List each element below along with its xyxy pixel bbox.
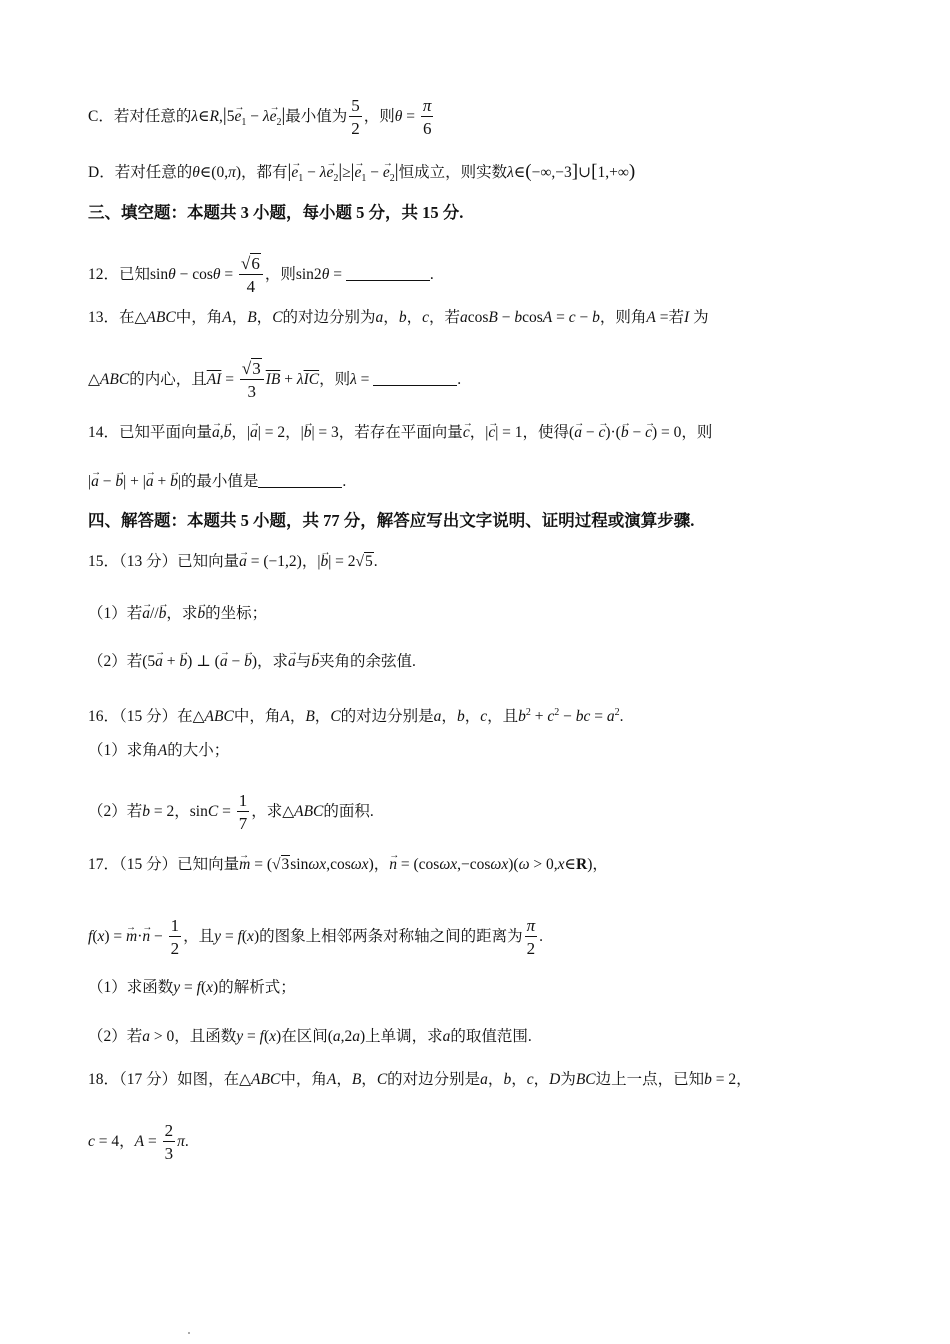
- q15-stem: 15．（13 分）已知向量→ a = (−1,2)，|→ b| = 2√5.: [88, 553, 378, 570]
- question-12: [88, 255, 434, 295]
- section3-heading: 三、填空题：本题共 3 小题，每小题 5 分，共 15 分.: [88, 203, 464, 222]
- question-18-stem2: [88, 1122, 189, 1162]
- question-15-stem: [88, 552, 378, 572]
- question-18-stem1: [88, 1070, 752, 1090]
- option-d: [88, 162, 635, 189]
- q17-part1: （1）求函数y = f(x)的解析式；: [88, 979, 296, 996]
- q16-stem: 16．（15 分）在△ABC中，角A，B，C的对边分别是a，b，c，且$b^2 + c^2$ − bc = $a^2$.: [88, 707, 624, 726]
- question-13-line1: [88, 308, 709, 328]
- q15-part1: （1）若→ a//→ b，求→ b的坐标；: [88, 605, 267, 622]
- q16-part2: （2）若b = 2，sinC = $\frac{1}{7}$ ，求△ABC的面积.: [88, 791, 374, 833]
- q17-part2: （2）若a > 0，且函数y = f(x)在区间(a,2a)上单调，求a的取值范围.: [88, 1028, 532, 1045]
- q13-line2: △ABC的内心，且$\overline{AI}$ = $\frac{√3}{3}$ $\overline{IB} + \lambda\overline{IC}$，则λ = .: [88, 359, 462, 401]
- q13-line1: 13．在△ABC中，角A，B，C的对边分别为a，b，c，若acosB − bcosA = c − b，则角A =若I 为: [88, 309, 709, 326]
- question-15-part1: [88, 604, 267, 624]
- q12-text: 12．已知sinθ − cosθ = $\frac{√6}{4}$ ，则sin2θ = .: [88, 254, 434, 296]
- q15-part2: （2）若(5→ a + → b) ⊥ (→ a − → b)，求→ a与→ b夹角的余弦值.: [88, 653, 416, 670]
- question-16-part1: [88, 741, 229, 761]
- q18-stem2: c = 4，A = $\frac{2}{3}$ π.: [88, 1121, 189, 1163]
- question-17-part2: [88, 1027, 532, 1047]
- question-15-part2: [88, 652, 416, 672]
- q17-stem1: 17．（15 分）已知向量→ m = (√3sinωx,cosωx)，→ n = (cosωx,−cosωx)(ω > 0,x∈R)，: [88, 856, 608, 873]
- question-14-line2: [88, 472, 346, 492]
- question-17-part1: [88, 978, 296, 998]
- q14-line1: 14．已知平面向量→ a,→ b，|→ a| = 2，|→ b| = 3，若存在平面向量→ c，|→ c| = 1，使得(→ a − → c)·(→ b − → c) = 0，则: [88, 424, 712, 441]
- question-14-line1: [88, 423, 712, 443]
- question-13-line2: [88, 360, 461, 400]
- question-16-part2: [88, 792, 374, 832]
- section4-heading: 四、解答题：本题共 5 小题，共 77 分，解答应写出文字说明、证明过程或演算步骤.: [88, 511, 695, 530]
- question-16-stem: [88, 703, 624, 727]
- q16-part1: （1）求角A的大小；: [88, 742, 230, 759]
- q14-line2: |→ a − → b| + |→ a + → b|的最小值是 .: [88, 473, 346, 490]
- question-17-stem2: [88, 917, 543, 957]
- q17-stem2: f(x) = → m·→ n − $\frac{1}{2}$ ，且y = f(x)的图象上相邻两条对称轴之间的距离为 $\frac{\pi}{2}$ .: [88, 928, 543, 945]
- page-speck: [188, 1332, 190, 1334]
- option-c: [88, 97, 435, 137]
- question-17-stem1: [88, 855, 608, 875]
- option-c-text: C．若对任意的λ∈R,|5→ $e_1 - \lambda\to e_2|$最小值为 $\frac{5}{2}$ ，则θ = $\frac{\pi}{6}$: [88, 108, 435, 125]
- q18-stem1: 18．（17 分）如图，在△ABC中，角A，B，C的对边分别是a，b，c，D为BC边上一点，已知b = 2，: [88, 1071, 752, 1088]
- option-d-text: D．若对任意的θ∈(0,π)，都有|→ $e_1 - \lambda\to e_2|\ge|\to e_1$ − → $e_2|$恒成立，则实数λ∈(−∞,−3]∪[1,+∞): [88, 164, 635, 181]
